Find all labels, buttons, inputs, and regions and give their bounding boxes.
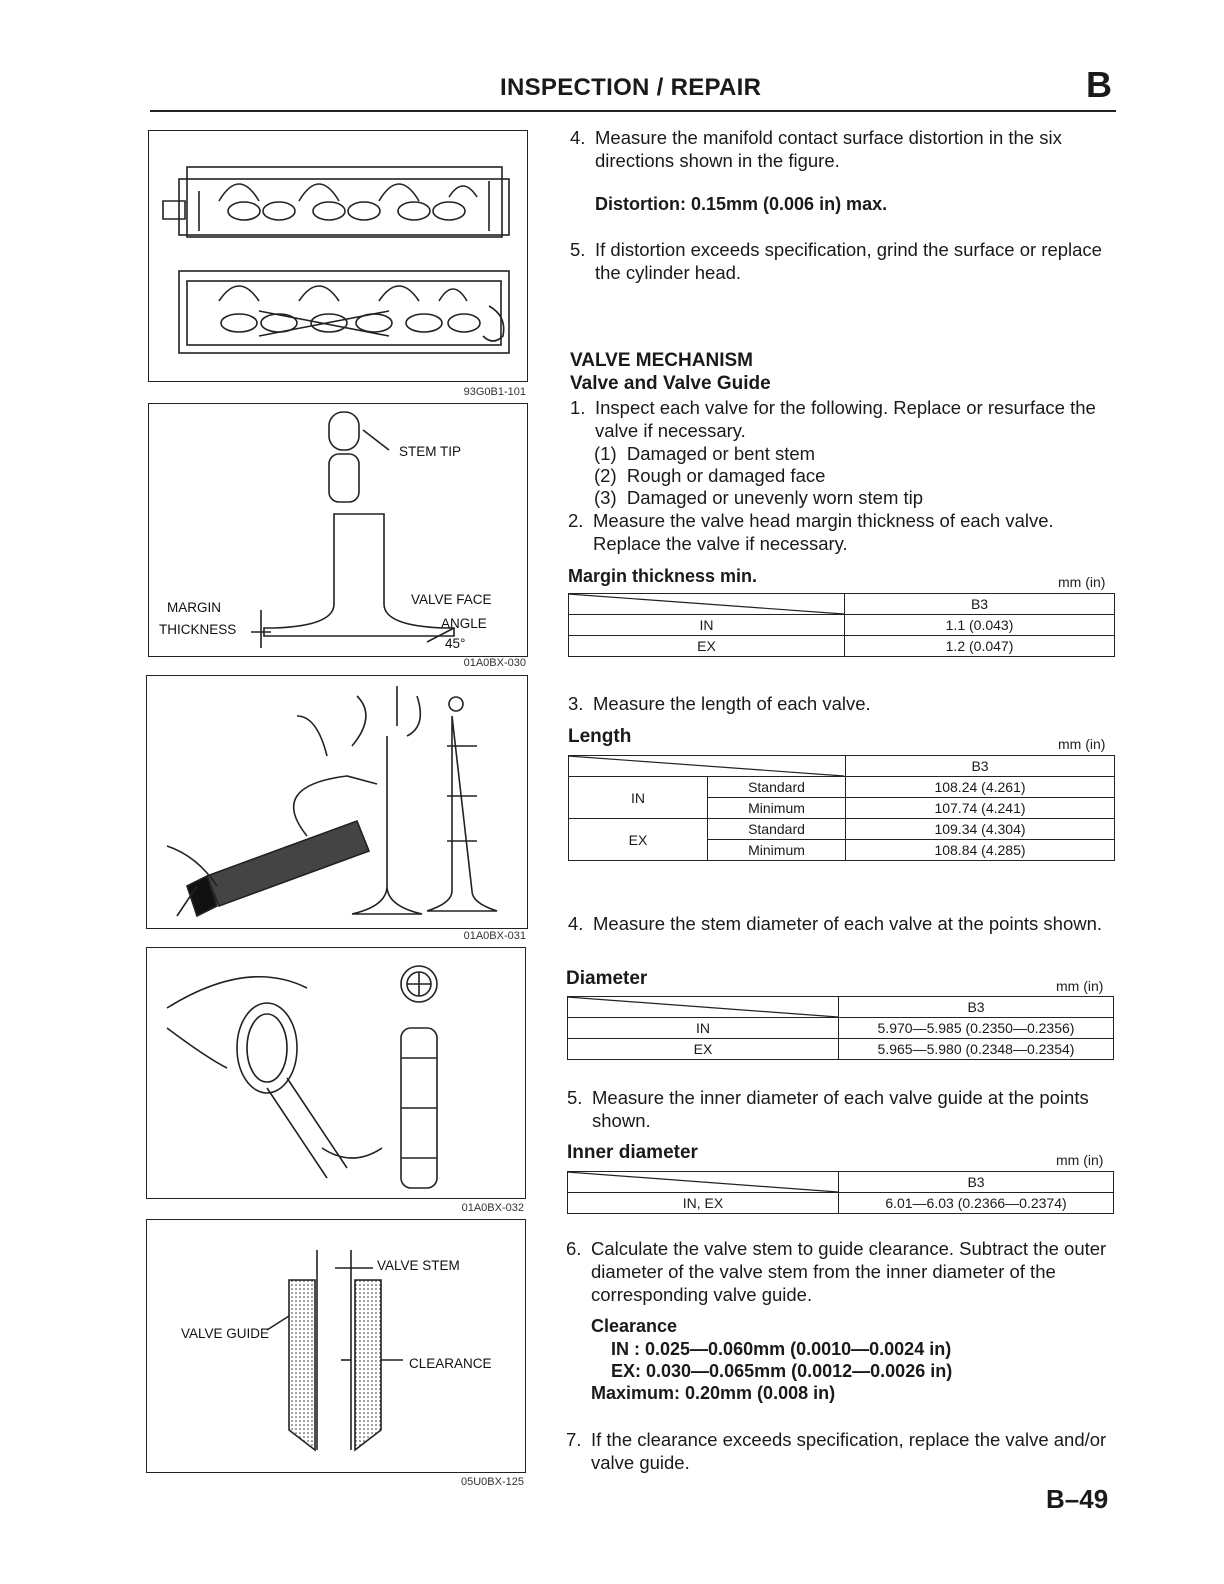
table-cell: IN — [569, 615, 845, 636]
table-cell: Minimum — [708, 840, 846, 861]
clearance-in: IN : 0.025—0.060mm (0.0010—0.0024 in) — [611, 1339, 952, 1359]
distortion-spec: Distortion: 0.15mm (0.006 in) max. — [595, 194, 888, 214]
label-thickness: THICKNESS — [159, 622, 237, 637]
figure-valve-micrometer — [146, 675, 528, 929]
diameter-table-unit: mm (in) — [1056, 978, 1104, 994]
margin-table — [568, 593, 1115, 661]
page-number: B–49 — [1046, 1484, 1109, 1514]
table-cell: 108.84 (4.285) — [846, 840, 1115, 861]
valve-step-6: 6. Calculate the valve stem to guide clearance. Subtract the outer diameter of the valve stem from the inner diameter of the corresponding valve guide. — [566, 1238, 1107, 1305]
label-angle: ANGLE — [441, 616, 487, 631]
table-cell: Standard — [708, 819, 846, 840]
table-diagonal — [567, 996, 839, 1018]
page-title: INSPECTION / REPAIR — [500, 74, 762, 101]
table-cell: 109.34 (4.304) — [846, 819, 1115, 840]
figure-code: 01A0BX-031 — [463, 930, 526, 942]
label-angle-value: 45° — [445, 636, 466, 651]
label-margin: MARGIN — [167, 600, 221, 615]
table-cell: 107.74 (4.241) — [846, 798, 1115, 819]
step-5-grind: 5. If distortion exceeds specification, grind the surface or replace the cylinder head. — [570, 239, 1102, 283]
label-stem-tip: STEM TIP — [399, 444, 462, 459]
table-cell: IN — [568, 1018, 839, 1039]
table-cell: 108.24 (4.261) — [846, 777, 1115, 798]
clearance-ex: EX: 0.030—0.065mm (0.0012—0.0026 in) — [611, 1361, 953, 1381]
section-letter: B — [1086, 64, 1112, 105]
section-title: VALVE MECHANISM — [570, 350, 753, 371]
valve-step-3: 3. Measure the length of each valve. — [568, 693, 871, 714]
valve-step-4: 4. Measure the stem diameter of each valve at the points shown. — [568, 913, 1103, 934]
label-valve-stem: VALVE STEM — [377, 1258, 460, 1273]
table-cell: Standard — [708, 777, 846, 798]
table-cell: 1.2 (0.047) — [845, 636, 1115, 657]
table-cell: EX — [569, 636, 845, 657]
table-cell: 5.970—5.985 (0.2350—0.2356) — [839, 1018, 1114, 1039]
label-clearance: CLEARANCE — [409, 1356, 492, 1371]
header-rule — [150, 110, 1116, 112]
length-table — [568, 755, 1115, 867]
table-diagonal — [567, 1171, 839, 1193]
subsection-title: Valve and Valve Guide — [570, 373, 771, 394]
figure-code: 01A0BX-030 — [463, 657, 526, 669]
diameter-table — [567, 996, 1114, 1064]
list-item: (1) Damaged or bent stem — [594, 443, 816, 464]
bore-gauge-illustration — [147, 948, 525, 1198]
inner-table — [567, 1171, 1114, 1217]
valve-step-1: 1. Inspect each valve for the following. Replace or resurface the valve if necessary. — [570, 397, 1096, 441]
table-cell: EX — [568, 1039, 839, 1060]
label-valve-face: VALVE FACE — [411, 592, 492, 607]
label-valve-guide: VALVE GUIDE — [181, 1326, 270, 1341]
table-header: B3 — [845, 594, 1115, 615]
clearance-title: Clearance — [591, 1316, 678, 1336]
figure-code: 01A0BX-032 — [461, 1202, 524, 1214]
cylinder-head-illustration — [149, 131, 527, 381]
step-4-distortion: 4. Measure the manifold contact surface distortion in the six directions shown in the figure. — [570, 127, 1062, 171]
length-table-unit: mm (in) — [1058, 736, 1106, 752]
table-cell: EX — [569, 819, 708, 861]
table-header: B3 — [839, 1172, 1114, 1193]
table-cell: Minimum — [708, 798, 846, 819]
margin-table-unit: mm (in) — [1058, 574, 1106, 590]
figure-valve-parts — [148, 403, 528, 657]
inner-table-unit: mm (in) — [1056, 1152, 1104, 1168]
valve-parts-illustration — [149, 404, 527, 656]
list-item: (3) Damaged or unevenly worn stem tip — [594, 487, 924, 508]
table-cell: IN — [569, 777, 708, 819]
margin-table-title: Margin thickness min. — [568, 566, 758, 586]
table-diagonal — [568, 593, 845, 615]
table-cell: 5.965—5.980 (0.2348—0.2354) — [839, 1039, 1114, 1060]
stem-clearance-illustration — [147, 1220, 525, 1472]
table-diagonal — [568, 755, 845, 777]
table-cell: 1.1 (0.043) — [845, 615, 1115, 636]
valve-step-5: 5. Measure the inner diameter of each valve guide at the points shown. — [567, 1087, 1089, 1131]
diameter-table-title: Diameter — [566, 968, 648, 989]
list-item: (2) Rough or damaged face — [594, 465, 826, 486]
figure-code: 05U0BX-125 — [461, 1476, 524, 1488]
figure-stem-clearance — [146, 1219, 526, 1473]
figure-cylinder-head — [148, 130, 528, 382]
figure-bore-gauge — [146, 947, 526, 1199]
length-table-title: Length — [568, 726, 632, 747]
table-header: B3 — [846, 756, 1115, 777]
figure-code: 93G0B1-101 — [463, 386, 526, 398]
table-cell: IN, EX — [568, 1193, 839, 1214]
table-cell: 6.01—6.03 (0.2366—0.2374) — [839, 1193, 1114, 1214]
table-header: B3 — [839, 997, 1114, 1018]
inner-table-title: Inner diameter — [567, 1142, 698, 1163]
valve-step-2: 2. Measure the valve head margin thickness of each valve. Replace the valve if necessary. — [568, 510, 1054, 554]
clearance-max: Maximum: 0.20mm (0.008 in) — [591, 1383, 836, 1403]
valve-step-7: 7. If the clearance exceeds specification, replace the valve and/or valve guide. — [566, 1429, 1107, 1473]
valve-micrometer-illustration — [147, 676, 527, 928]
